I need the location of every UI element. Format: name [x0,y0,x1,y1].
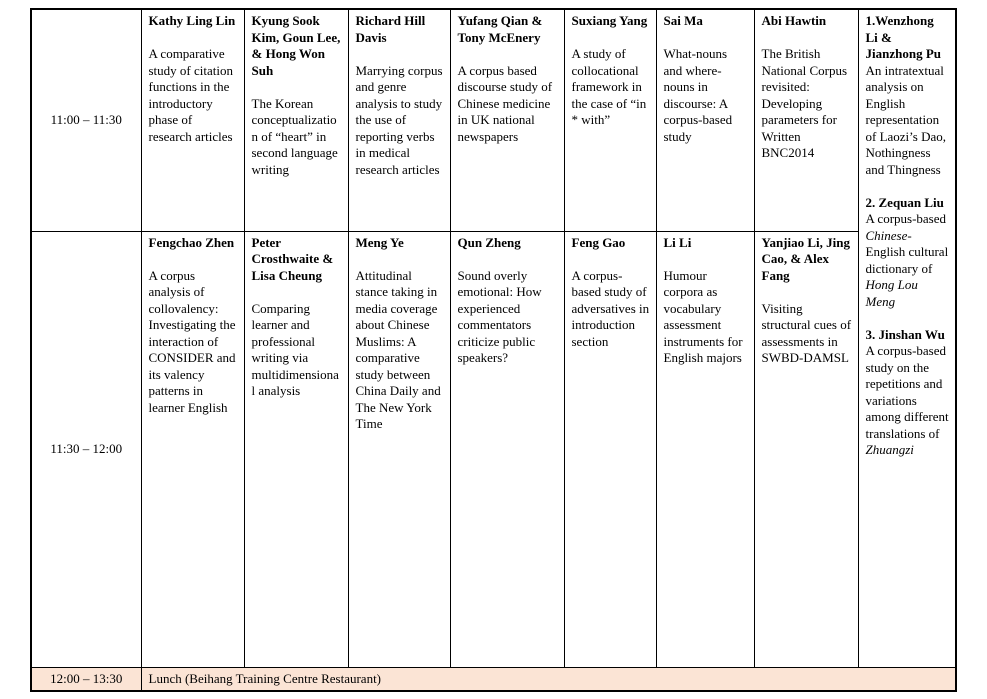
time-slot [31,667,141,691]
session-cell [348,231,450,667]
session-cell [244,231,348,667]
presenter-name: Kyung Sook Kim, Goun Lee, & Hong Won Suh [251,13,341,78]
presenter-name: Sai Ma [663,13,703,28]
session-cell [450,9,564,231]
presentation-title: Visiting structural cues of assessments in SWBD-DAMSL [761,300,852,365]
presenter-name: Abi Hawtin [761,13,827,28]
schedule-table [30,8,957,692]
presentation-entry [866,327,950,459]
time-slot [31,9,141,231]
session-cell [450,231,564,667]
presenter-name: Li Li [663,234,692,250]
session-cell [141,231,244,667]
presentation-title: A corpus-based study on the repetitions and variations among different translations of Zhuangzi [865,343,949,457]
table-row [31,9,956,231]
presentation-title: A corpus analysis of collovalency: Investigating the interaction of CONSIDER and its valency patterns in learner English [148,267,236,415]
presentation-title: A comparative study of citation functions in the introductory phase of research articles [148,46,233,144]
presenter-name: Qun Zheng [457,234,521,250]
presentation-title: What-nouns and where-nouns in discourse: A corpus-based study [663,46,733,144]
session-cell [656,231,754,667]
presenter-name: Meng Ye [355,234,404,250]
presentation-title: A corpus based discourse study of Chinese medicine in UK national newspapers [457,62,553,144]
presentation-title: Humour corpora as vocabulary assessment instruments for English majors [663,267,743,365]
session-cell [754,9,858,231]
presentation-entry [866,195,950,311]
time-slot [31,231,141,667]
presenter-name: Yufang Qian & Tony McEnery [457,13,543,45]
session-cell [656,9,754,231]
lunch-row [31,667,956,691]
presenter-name: Richard Hill Davis [355,13,426,45]
time-label: 12:00 – 13:30 [50,670,123,686]
presentation-title: The Korean conceptualization of “heart” in second language writing [251,95,338,177]
presenter-name: Yanjiao Li, Jing Cao, & Alex Fang [761,234,850,283]
presenter-name: Fengchao Zhen [148,234,235,250]
lunch-cell [141,667,956,691]
presentation-title: Sound overly emotional: How experienced commentators criticize public speakers? [457,267,542,365]
session-cell [244,9,348,231]
presentation-title: Comparing learner and professional writing via multidimensional analysis [251,300,339,398]
session-cell [141,9,244,231]
time-label: 11:30 – 12:00 [50,440,123,456]
presentation-title: An intratextual analysis on English representation of Laozi’s Dao, Nothingness and Thingness [865,62,947,177]
presenter-name: Feng Gao [571,234,626,250]
presentation-entry [866,13,950,178]
presenter-name: Peter Crosthwaite & Lisa Cheung [251,234,334,283]
presentation-title: Attitudinal stance taking in media coverage about Chinese Muslims: A comparative study between China Daily and The New York Time [355,267,441,431]
presenter-name: Kathy Ling Lin [148,13,236,28]
presenter-name: 1.Wenzhong Li & Jianzhong Pu [865,13,941,61]
session-cell-merged [858,9,956,667]
session-cell [564,231,656,667]
presenter-name: Suxiang Yang [571,13,648,28]
table-row [31,231,956,667]
lunch-label: Lunch (Beihang Training Centre Restaurant) [148,670,382,686]
presentation-title: Marrying corpus and genre analysis to study the use of reporting verbs in medical research articles [355,62,443,177]
session-cell [754,231,858,667]
session-cell [348,9,450,231]
time-label: 11:00 – 11:30 [50,112,122,127]
presentation-title: A study of collocational framework in the case of “in * with” [571,46,647,127]
presentation-title: A corpus-based study of adversatives in introduction section [571,267,650,349]
presentation-title: A corpus-based Chinese-English cultural dictionary of Hong Lou Meng [865,211,949,309]
presenter-name: 2. Zequan Liu [865,194,944,210]
presentation-title: The British National Corpus revisited: Developing parameters for Written BNC2014 [761,46,848,160]
session-cell [564,9,656,231]
presenter-name: 3. Jinshan Wu [865,326,945,342]
